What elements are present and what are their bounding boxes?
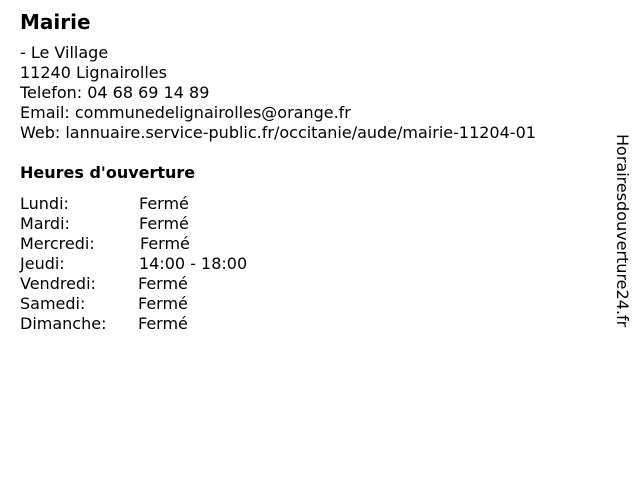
city-line: 11240 Lignairolles xyxy=(20,63,167,82)
email-line: Email: communedelignairolles@orange.fr xyxy=(20,103,351,122)
phone-line: Telefon: 04 68 69 14 89 xyxy=(20,83,210,102)
day-label: Dimanche: xyxy=(20,314,107,333)
day-label: Lundi: xyxy=(20,194,69,213)
hours-value: Fermé xyxy=(139,214,189,233)
hours-value: Fermé xyxy=(139,194,189,213)
address-block xyxy=(20,43,536,143)
day-label: Mardi: xyxy=(20,214,70,233)
day-label: Mercredi: xyxy=(20,234,95,253)
hours-value: Fermé xyxy=(138,314,188,333)
street-line: - Le Village xyxy=(20,43,109,62)
hours-value: Fermé xyxy=(140,234,190,253)
opening-hours-heading: Heures d'ouverture xyxy=(20,163,196,182)
page-title: Mairie xyxy=(20,10,91,34)
hours-value: Fermé xyxy=(138,294,188,313)
day-label: Jeudi: xyxy=(20,254,65,273)
hours-value: 14:00 - 18:00 xyxy=(139,254,248,273)
web-line: Web: lannuaire.service-public.fr/occitanie/aude/mairie-11204-01 xyxy=(20,123,536,142)
day-label: Samedi: xyxy=(20,294,86,313)
day-label: Vendredi: xyxy=(20,274,96,293)
hours-value: Fermé xyxy=(138,274,188,293)
site-watermark: Horairesdouverture24.fr xyxy=(613,134,632,328)
